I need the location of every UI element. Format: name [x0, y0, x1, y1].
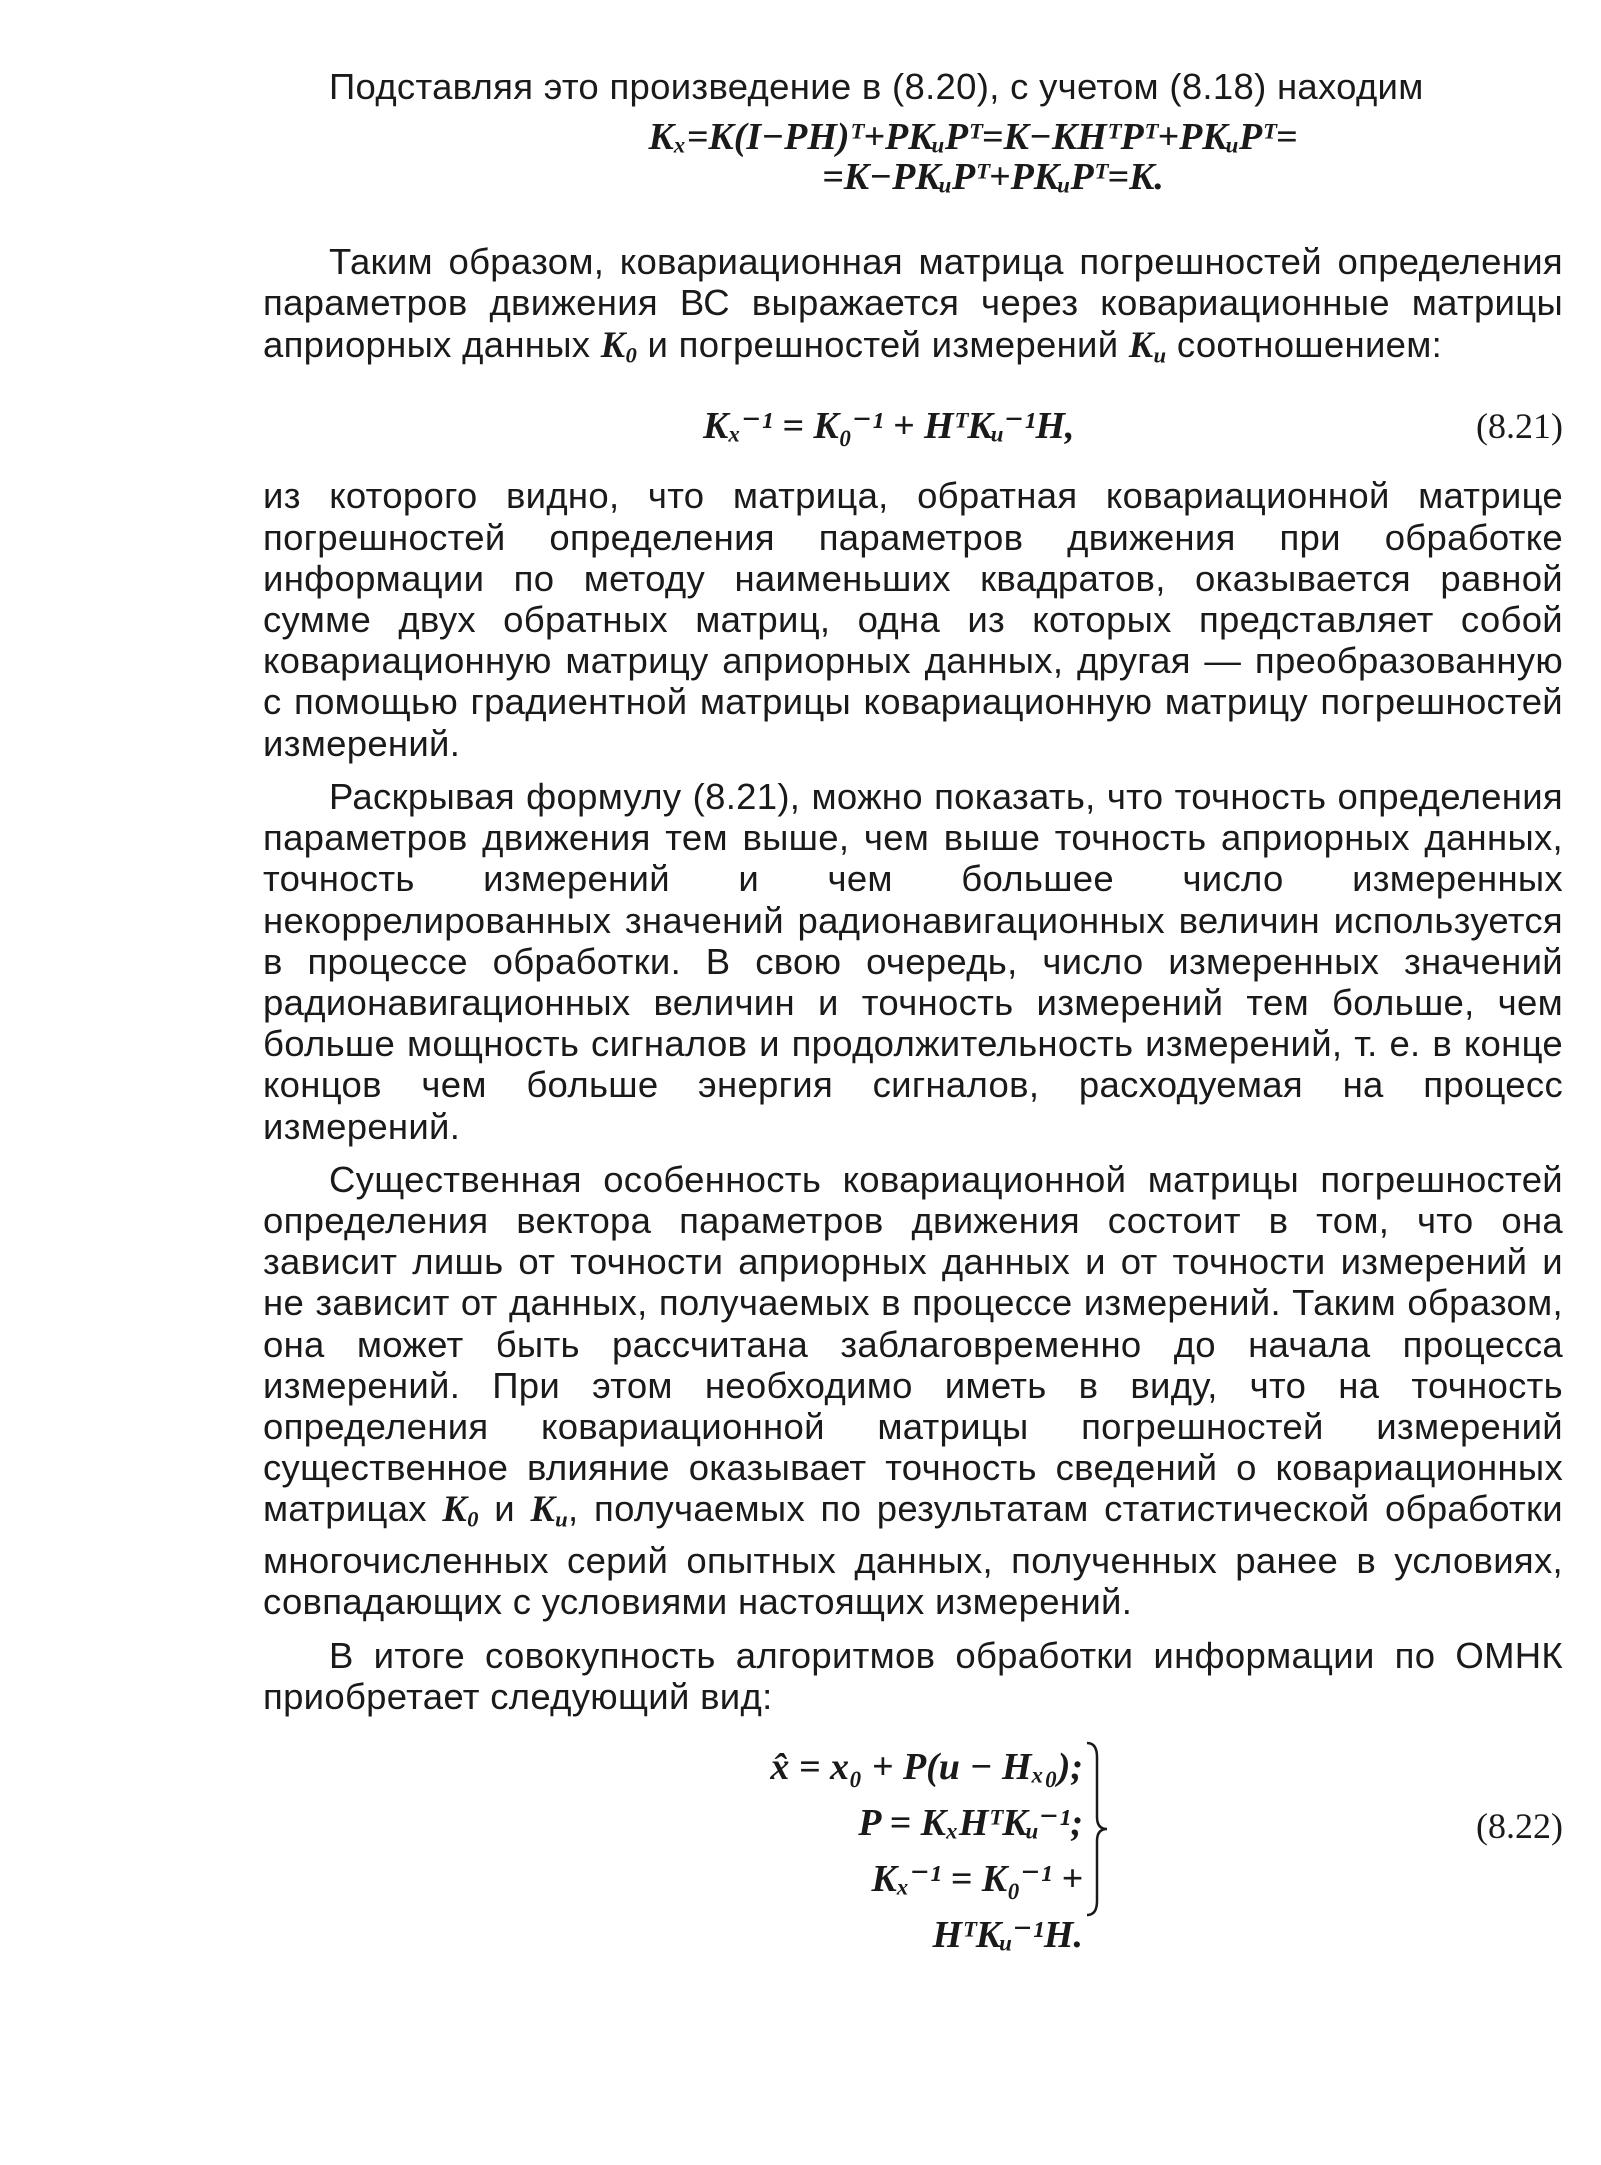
symbol-ku-2: $K_u$ — [530, 1488, 569, 1532]
paragraph-4-body — [263, 1159, 1563, 1623]
formula-top-line2: =K−PKᵤPᵀ+PKᵤPᵀ=K. — [822, 156, 1164, 199]
symbol-k0: $K_0$ — [600, 323, 638, 368]
paragraph-5-text: В итоге совокупность алгоритмов обработки информации по ОМНК приобретает следующий вид: — [263, 1634, 1563, 1717]
symbol-k0-2: $K_0$ — [442, 1488, 479, 1532]
equation-8-22-line3: Kₓ⁻¹ = K₀⁻¹ + HᵀKᵤ⁻¹H. — [871, 1858, 1083, 1957]
right-brace-icon — [1083, 1739, 1113, 1919]
paragraph-4-text-a: Существенная особенность ковариационной матрицы погрешностей определения вектора параметров движения состоит в том, что она зависит лишь от точности априорных данных и от точности измерений и не зависит от данных, получаемых в процессе измерений. Таким образом, она может быть рассчитана заблаговременно до начала процесса измерений. При этом необходимо иметь в виду, что на точность определения ковариационной матрицы погрешностей измерений существенное влияние оказывает точность сведений о ковариационных матрицах — [263, 1158, 1563, 1530]
equation-8-22 — [263, 1739, 1563, 1957]
paragraph-1-text-c: соотношением: — [1176, 323, 1443, 365]
equation-8-21-number: (8.21) — [1476, 406, 1563, 447]
paragraph-4-text-and: и — [494, 1488, 515, 1530]
page-content — [263, 66, 1563, 1957]
paragraph-1-body — [263, 241, 1563, 375]
paragraph-3-text: Раскрывая формулу (8.21), можно показать, что точность определения параметров движения тем выше, чем выше точность априорных данных, точность измерений и чем большее число измеренных некоррелированных значений радионавигационных величин используется в процессе обработки. В свою очередь, число измеренных значений радионавигационных величин и точность измерений тем больше, чем больше мощность сигналов и продолжительность измерений, т. е. в конце концов чем больше энергия сигналов, расходуемая на процесс измерений. — [263, 775, 1563, 1147]
formula-top-line1: Kₓ=K(I−PH)ᵀ+PKᵤPᵀ=K−KHᵀPᵀ+PKᵤPᵀ= — [648, 116, 1298, 159]
intro-line — [329, 66, 1563, 107]
equation-8-21 — [263, 395, 1563, 457]
symbol-ku: $K_и$ — [1128, 323, 1167, 368]
paragraph-5 — [263, 1635, 1563, 1717]
equation-8-22-number: (8.22) — [1476, 1806, 1563, 1847]
paragraph-4-text-b: , получаемых по результатам статистической обработки многочисленных серий опытных данных, полученных ранее в условиях, совпадающих с условиями настоящих измерений. — [263, 1488, 1563, 1623]
formula-top — [263, 117, 1563, 197]
paragraph-1-text-b: и погрешностей измерений — [647, 323, 1119, 365]
equation-8-22-line2: P = KₓHᵀKᵤ⁻¹; — [858, 1802, 1083, 1845]
paragraph-1 — [263, 241, 1563, 375]
paragraph-4 — [263, 1159, 1563, 1623]
paragraph-3 — [263, 776, 1563, 1147]
equation-8-21-formula: Kₓ⁻¹ = K₀⁻¹ + HᵀKᵤ⁻¹H, — [703, 405, 1075, 448]
equation-8-22-line1: x̂ = x₀ + P(u − Hₓ₀); — [770, 1746, 1083, 1789]
paragraph-2-text: из которого видно, что матрица, обратная ковариационной матрице погрешностей определения параметров движения при обработке информации по методу наименьших квадратов, оказывается равной сумме двух обратных матриц, одна из которых представляет собой ковариационную матрицу априорных данных, другая — преобразованную с помощью градиентной матрицы ковариационную матрицу погрешностей измерений. — [263, 475, 1563, 764]
equation-8-22-lines — [713, 1739, 1083, 1963]
paragraph-1-text-a: Таким образом, ковариационная матрица погрешностей определения параметров движения ВС выражается через ковариационные матрицы априорных данных — [263, 241, 1563, 365]
paragraph-2 — [263, 475, 1563, 763]
intro-text: Подставляя это произведение в (8.20), с учетом (8.18) находим — [329, 66, 1424, 107]
